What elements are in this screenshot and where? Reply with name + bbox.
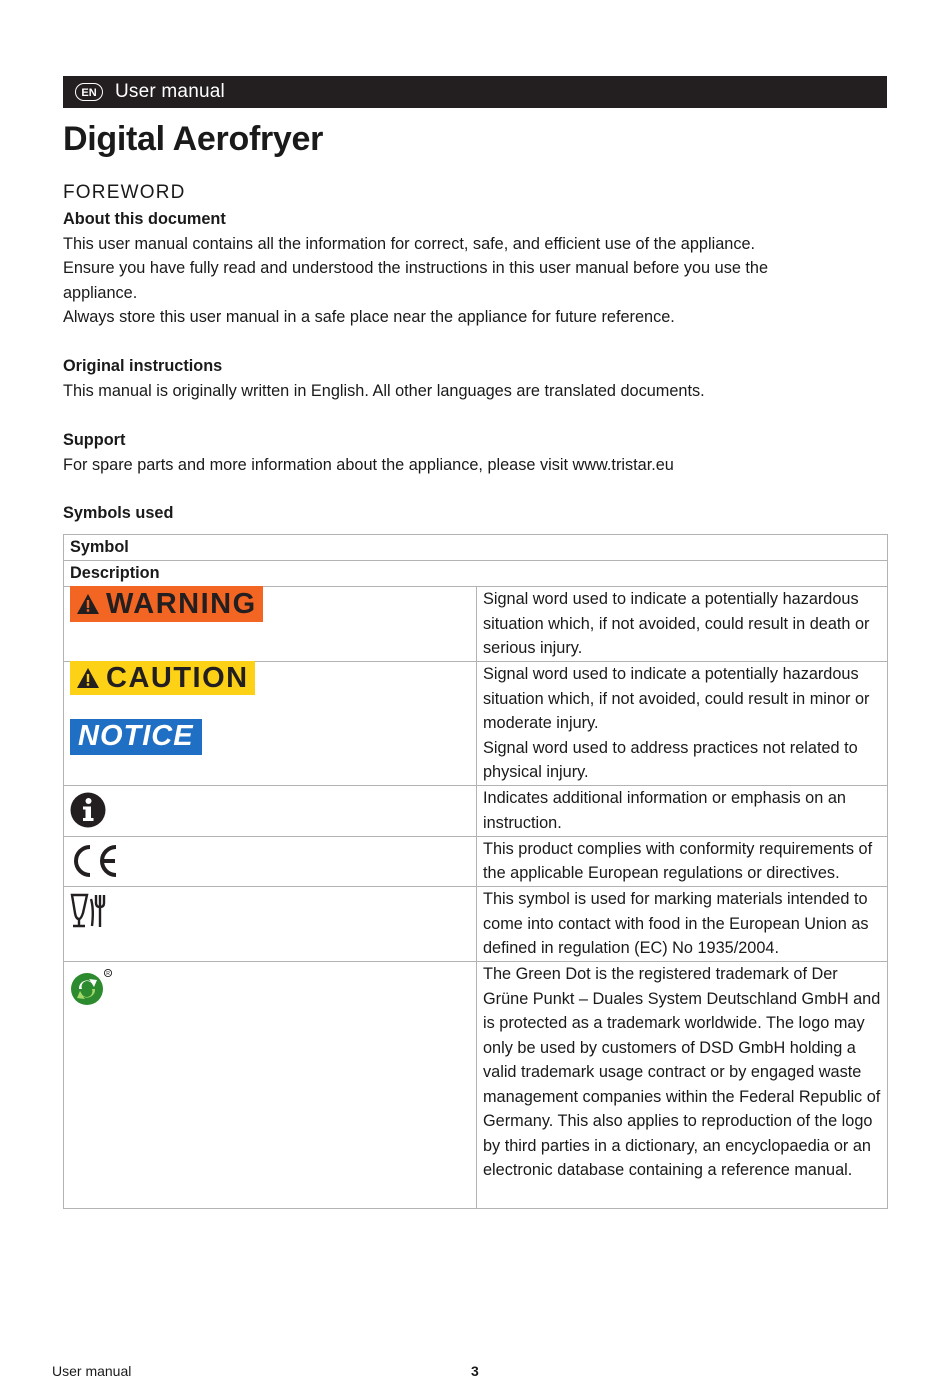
table-row [64,662,888,786]
notice-description: Signal word used to address practices not related to physical injury. [483,738,858,781]
table-row [64,587,888,662]
header-bar [63,76,887,108]
original-instructions-section [63,354,883,403]
info-description: Indicates additional information or emphasis on an instruction. [477,786,888,837]
food-contact-description: This symbol is used for marking materials intended to come into contact with food in the European Union as defined in regulation (EC) No 1935/2004. [477,887,888,962]
food-contact-icon [70,893,108,929]
support-section [63,428,883,477]
caution-label: CAUTION [106,661,249,694]
caution-signal [70,661,255,695]
symbol-cell [64,587,477,662]
symbol-cell [64,836,477,887]
document-title: Digital Aerofryer [63,120,324,158]
about-line: Ensure you have fully read and understood the instructions in this user manual before you use the [63,259,769,277]
warning-signal [70,586,263,622]
table-row [64,786,888,837]
symbol-cell [64,786,477,837]
caution-notice-description [477,662,888,786]
symbols-table [63,534,888,1209]
warning-triangle-icon [76,667,100,689]
table-header-row [64,561,888,587]
column-header-description: Description [64,561,888,587]
green-dot-description: The Green Dot is the registered trademark of Der Grüne Punkt – Duales System Deutschland GmbH and is protected as a trademark worldwide. The logo may only be used by customers of DSD GmbH holding a valid trademark usage contract or by engaged waste management companies within the Federal Republic of Germany. This also applies to reproduction of the logo by third parties in a dictionary, an encyclopaedia or an electronic database containing a reference manual. [477,962,888,1209]
support-heading: Support [63,431,126,449]
symbols-heading: Symbols used [63,504,174,522]
original-instructions-text: This manual is originally written in English. All other languages are translated documents. [63,381,705,400]
info-icon [70,792,106,828]
notice-label: NOTICE [78,720,194,753]
warning-description: Signal word used to indicate a potentially hazardous situation which, if not avoided, could result in death or serious injury. [477,587,888,662]
column-header-symbol: Symbol [64,535,888,561]
footer-label: User manual [52,1363,132,1379]
caution-description: Signal word used to indicate a potentially hazardous situation which, if not avoided, could result in minor or moderate injury. [483,665,870,732]
ce-mark-icon [70,843,120,879]
table-row [64,962,888,1209]
warning-label: WARNING [106,587,257,620]
symbol-cell [64,962,477,1209]
table-header-row [64,535,888,561]
about-line: appliance. [63,283,138,302]
support-text: For spare parts and more information about the appliance, please visit www.tristar.eu [63,455,674,474]
warning-triangle-icon [76,593,100,615]
table-row [64,887,888,962]
symbol-cell [64,887,477,962]
ce-description: This product complies with conformity requirements of the applicable European regulations or directives. [477,836,888,887]
language-badge: EN [75,83,103,101]
green-dot-icon [70,968,114,1006]
notice-signal [70,719,202,755]
symbol-cell [64,662,477,786]
about-line: This user manual contains all the information for correct, safe, and efficient use of the appliance. [63,234,756,253]
about-section [63,207,883,330]
header-title: User manual [115,81,225,102]
about-heading: About this document [63,210,226,228]
original-instructions-heading: Original instructions [63,357,223,375]
svg-text:R: R [106,970,110,977]
page-number: 3 [471,1363,479,1379]
foreword-heading: FOREWORD [63,182,186,203]
table-row [64,836,888,887]
symbols-section [63,501,883,526]
about-line: Always store this user manual in a safe place near the appliance for future reference. [63,308,675,326]
